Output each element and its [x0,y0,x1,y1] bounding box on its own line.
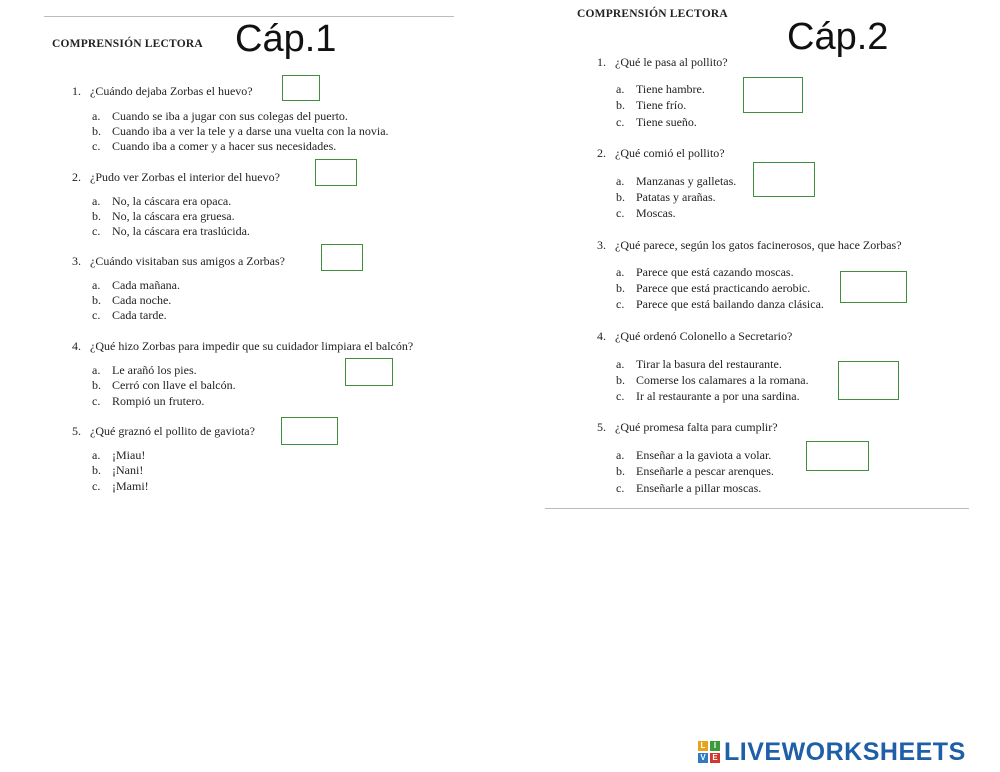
s1-question-3: 3. ¿Cuándo visitaban sus amigos a Zorbas? [72,254,285,268]
liveworksheets-logo [698,738,966,766]
sheet2-heading: COMPRENSIÓN LECTORA [577,8,728,20]
s2-q1-option-b: b. Tiene frío. [616,98,687,112]
question-number: 1. [72,84,81,98]
sheet1-top-rule [44,16,454,17]
question-text: ¿Cuándo dejaba Zorbas el huevo? [90,84,253,98]
s2-question-1: 1. ¿Qué le pasa al pollito? [597,55,728,69]
s1-q3-answer-box[interactable] [321,244,363,271]
logo-mark-icon: L I V E [698,741,720,763]
s1-q1-option-a: a. Cuando se iba a jugar con sus colegas del puerto. [92,109,348,123]
s2-q3-option-c: c. Parece que está bailando danza clásica. [616,297,824,311]
s1-q1-option-c: c. Cuando iba a comer y a hacer sus necesidades. [92,139,337,153]
s1-q4-option-c: c. Rompió un frutero. [92,394,205,408]
s2-q1-option-a: a. Tiene hambre. [616,82,705,96]
s1-q2-answer-box[interactable] [315,159,357,186]
s2-q2-option-c: c. Moscas. [616,206,676,220]
s1-q4-option-a: a. Le arañó los pies. [92,363,197,377]
s1-q2-option-c: c. No, la cáscara era traslúcida. [92,224,250,238]
s1-q4-answer-box[interactable] [345,358,393,386]
s1-q4-option-b: b. Cerró con llave el balcón. [92,378,236,392]
s1-q3-option-c: c. Cada tarde. [92,308,167,322]
sheet1-heading: COMPRENSIÓN LECTORA [52,38,203,50]
s2-q3-option-a: a. Parece que está cazando moscas. [616,265,794,279]
s2-q3-option-b: b. Parece que está practicando aerobic. [616,281,811,295]
s1-question-2: 2. ¿Pudo ver Zorbas el interior del huevo? [72,170,280,184]
s1-q3-option-a: a. Cada mañana. [92,278,180,292]
s1-q5-option-b: b. ¡Nani! [92,463,144,477]
s1-q1-answer-box[interactable] [282,75,320,101]
s2-q3-answer-box[interactable] [840,271,907,303]
s1-q1-option-b: b. Cuando iba a ver la tele y a darse una vuelta con la novia. [92,124,389,138]
s2-question-3: 3. ¿Qué parece, según los gatos facinerosos, que hace Zorbas? [597,238,902,252]
sheet2-chapter-title: Cáp.2 [787,16,889,58]
s2-question-5: 5. ¿Qué promesa falta para cumplir? [597,420,778,434]
s2-q5-option-a: a. Enseñar a la gaviota a volar. [616,448,772,462]
sheet1-chapter-title: Cáp.1 [235,18,337,60]
s2-q4-option-c: c. Ir al restaurante a por una sardina. [616,389,800,403]
s1-q5-option-c: c. ¡Mami! [92,479,149,493]
s1-q5-option-a: a. ¡Miau! [92,448,146,462]
s1-question-5: 5. ¿Qué graznó el pollito de gaviota? [72,424,255,438]
s2-question-2: 2. ¿Qué comió el pollito? [597,146,725,160]
s1-question-4: 4. ¿Qué hizo Zorbas para impedir que su cuidador limpiara el balcón? [72,339,414,353]
s2-q2-option-b: b. Patatas y arañas. [616,190,716,204]
s2-question-4: 4. ¿Qué ordenó Colonello a Secretario? [597,329,793,343]
sheet2-bottom-rule [545,508,969,509]
s1-q5-answer-box[interactable] [281,417,338,445]
logo-text: LIVEWORKSHEETS [724,737,966,766]
s1-q2-option-b: b. No, la cáscara era gruesa. [92,209,235,223]
s2-q2-answer-box[interactable] [753,162,815,197]
s1-question-1 [72,84,253,99]
s2-q5-option-b: b. Enseñarle a pescar arenques. [616,464,774,478]
s2-q4-option-b: b. Comerse los calamares a la romana. [616,373,809,387]
s2-q1-answer-box[interactable] [743,77,803,113]
s2-q5-answer-box[interactable] [806,441,869,471]
s1-q3-option-b: b. Cada noche. [92,293,172,307]
s2-q4-answer-box[interactable] [838,361,899,400]
s1-q2-option-a: a. No, la cáscara era opaca. [92,194,232,208]
s2-q1-option-c: c. Tiene sueño. [616,115,697,129]
s2-q2-option-a: a. Manzanas y galletas. [616,174,737,188]
s2-q5-option-c: c. Enseñarle a pillar moscas. [616,481,762,495]
s2-q4-option-a: a. Tirar la basura del restaurante. [616,357,782,371]
